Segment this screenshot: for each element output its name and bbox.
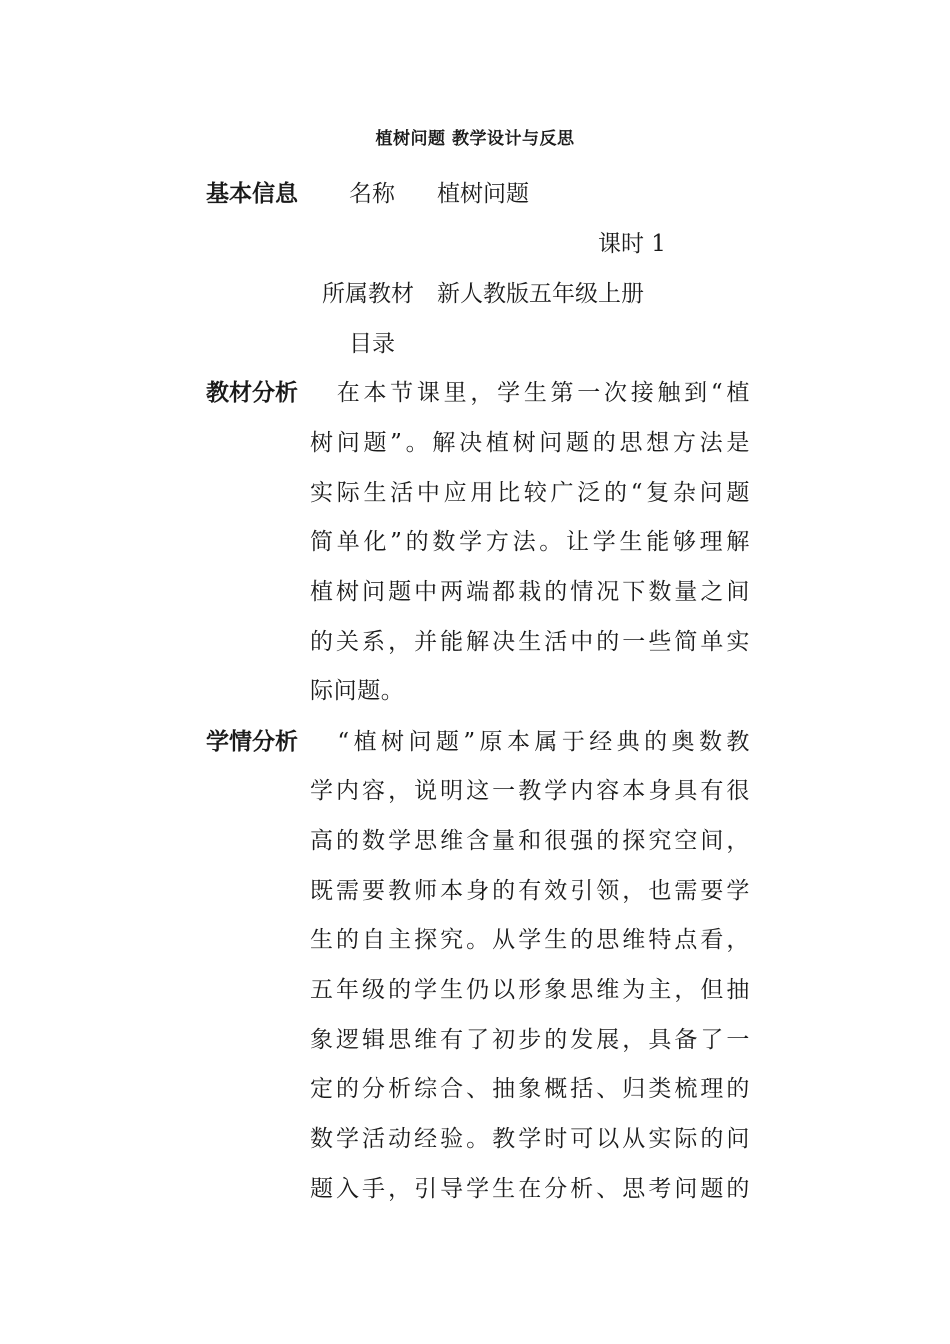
paragraph-line: 植树问题中两端都栽的情况下数量之间 (310, 579, 750, 605)
paragraph-line: 既需要教师本身的有效引领，也需要学 (310, 878, 750, 904)
paragraph-line: 数学活动经验。教学时可以从实际的问 (310, 1126, 750, 1152)
paragraph-line: 际问题。 (310, 678, 405, 704)
student-analysis-label: 学情分析 (206, 729, 298, 755)
paragraph-line: 象逻辑思维有了初步的发展，具备了一 (310, 1027, 750, 1053)
document-title: 植树问题 教学设计与反思 (375, 129, 575, 149)
paragraph-line: 生的自主探究。从学生的思维特点看， (310, 927, 750, 953)
paragraph-line: 题入手，引导学生在分析、思考问题的 (310, 1176, 750, 1202)
paragraph-line: 定的分析综合、抽象概括、归类梳理的 (310, 1076, 750, 1102)
paragraph-line: 高的数学思维含量和很强的探究空间， (310, 828, 750, 854)
name-value: 植树问题 (437, 181, 529, 207)
textbook-analysis-label: 教材分析 (206, 380, 298, 406)
paragraph-line: “植树问题”原本属于经典的奥数教 (310, 729, 750, 755)
paragraph-line: 树问题”。解决植树问题的思想方法是 (310, 430, 750, 456)
paragraph-line: 学内容，说明这一教学内容本身具有很 (310, 778, 750, 804)
paragraph-line: 在本节课里，学生第一次接触到“植 (310, 380, 750, 406)
textbook-label: 所属教材 (322, 281, 414, 307)
paragraph-line: 简单化”的数学方法。让学生能够理解 (310, 529, 750, 555)
name-label: 名称 (349, 181, 395, 207)
paragraph-line: 的关系，并能解决生活中的一些简单实 (310, 629, 750, 655)
lesson-hours: 课时 1 (598, 231, 666, 257)
paragraph-line: 五年级的学生仍以形象思维为主，但抽 (310, 977, 750, 1003)
basic-info-label: 基本信息 (206, 181, 298, 207)
toc-label: 目录 (349, 331, 395, 357)
paragraph-line: 实际生活中应用比较广泛的“复杂问题 (310, 480, 750, 506)
textbook-value: 新人教版五年级上册 (437, 281, 644, 307)
